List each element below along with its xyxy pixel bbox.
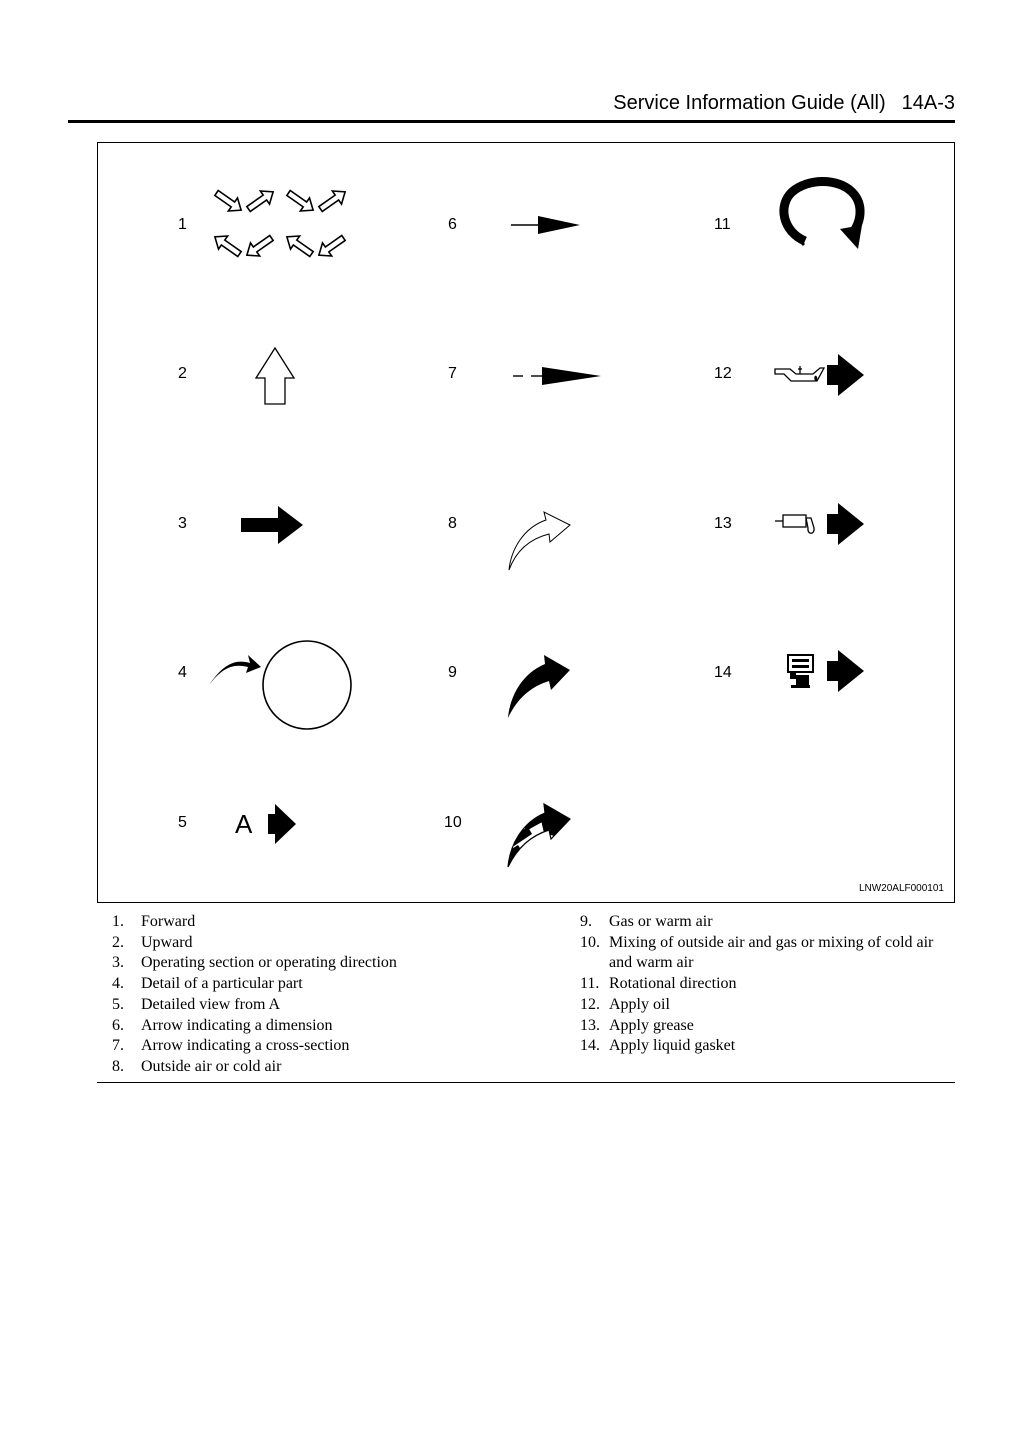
legend-number: 11. — [580, 975, 600, 993]
legend-number: 5. — [112, 995, 124, 1013]
legend-text: Arrow indicating a dimension — [141, 1016, 333, 1034]
legend-text: Apply liquid gasket — [609, 1037, 736, 1055]
figure-number-5: 5 — [178, 814, 187, 831]
dimension-arrow-icon — [511, 216, 580, 234]
symbol-figure — [97, 142, 955, 903]
cross-section-arrow-icon — [513, 367, 601, 385]
detail-letter: A — [235, 809, 253, 839]
apply-liquid-gasket-icon — [788, 650, 864, 692]
legend-text: Operating section or operating direction — [141, 954, 397, 972]
page-number: 14A-3 — [901, 92, 955, 114]
figure-number-2: 2 — [178, 365, 187, 382]
legend-text: Outside air or cold air — [141, 1057, 282, 1075]
legend-item — [580, 974, 950, 995]
legend-text: Apply oil — [609, 995, 670, 1013]
figure-number-10: 10 — [444, 814, 462, 831]
apply-oil-icon — [775, 354, 864, 396]
legend-number: 12. — [580, 995, 600, 1013]
legend-text: Gas or warm air — [609, 913, 713, 930]
legend-number: 7. — [112, 1037, 124, 1055]
operating-direction-arrow-icon — [241, 506, 303, 544]
legend-number: 10. — [580, 933, 600, 951]
figure-number-3: 3 — [178, 515, 187, 532]
detailed-view-icon — [235, 804, 296, 844]
legend-number: 8. — [112, 1057, 124, 1075]
legend-item — [580, 1036, 950, 1057]
legend-item — [580, 995, 950, 1016]
legend-item — [112, 953, 552, 974]
figure-number-4: 4 — [178, 664, 187, 681]
figure-number-6: 6 — [448, 216, 457, 233]
legend-item — [112, 974, 552, 995]
bottom-rule — [97, 1082, 955, 1083]
legend-text: Detail of a particular part — [141, 975, 303, 993]
legend-text: Mixing of outside air and gas or mixing of cold air and warm air — [609, 933, 934, 972]
figure-number-1: 1 — [178, 216, 187, 233]
legend-text: Forward — [141, 913, 196, 930]
legend-text: Detailed view from A — [141, 995, 281, 1013]
legend-number: 13. — [580, 1016, 600, 1034]
figure-number-8: 8 — [448, 515, 457, 532]
legend-item — [580, 912, 950, 933]
legend-item — [112, 933, 552, 954]
legend-number: 2. — [112, 933, 124, 951]
legend-number: 4. — [112, 975, 124, 993]
rotation-icon — [784, 182, 862, 250]
figure-number-13: 13 — [714, 515, 732, 532]
detail-part-icon — [209, 641, 351, 729]
legend-number: 14. — [580, 1037, 600, 1055]
legend-number: 3. — [112, 954, 124, 972]
legend-item — [112, 995, 552, 1016]
legend-text: Arrow indicating a cross-section — [141, 1037, 350, 1055]
legend-right-column — [580, 912, 950, 1057]
symbol-figure-svg — [98, 143, 954, 902]
figure-id: LNW20ALF000101 — [858, 883, 944, 894]
header-title: Service Information Guide (All) — [613, 92, 886, 114]
mixing-air-arrow-icon — [502, 793, 578, 867]
legend-number: 1. — [112, 913, 124, 930]
warm-air-arrow-icon — [508, 655, 570, 718]
legend-text: Apply grease — [609, 1016, 694, 1034]
upward-arrow-icon — [256, 348, 294, 404]
forward-arrows-icon — [210, 185, 349, 261]
figure-number-11: 11 — [714, 216, 731, 233]
legend-item — [112, 1057, 552, 1078]
figure-number-12: 12 — [714, 365, 732, 382]
legend-item — [112, 1036, 552, 1057]
legend-item — [580, 933, 950, 974]
figure-number-7: 7 — [448, 365, 457, 382]
header-text — [613, 92, 955, 115]
legend-number: 6. — [112, 1016, 124, 1034]
figure-number-14: 14 — [714, 664, 732, 681]
outside-air-arrow-icon — [509, 512, 570, 570]
legend-item — [580, 1016, 950, 1037]
legend-text: Rotational direction — [609, 975, 737, 993]
figure-number-9: 9 — [448, 664, 457, 681]
page-header — [68, 88, 955, 123]
legend-item — [112, 912, 552, 933]
legend-number: 9. — [580, 913, 592, 930]
legend-text: Upward — [141, 933, 193, 951]
legend-left-column — [112, 912, 552, 1078]
legend-item — [112, 1016, 552, 1037]
apply-grease-icon — [775, 503, 864, 545]
